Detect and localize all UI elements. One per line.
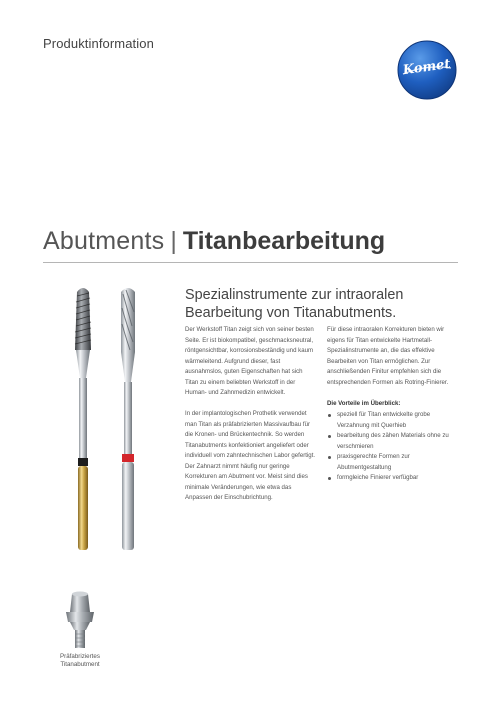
instruments-image [68,282,158,554]
title-separator: | [170,227,177,255]
carbide-bur-red [121,288,135,550]
komet-logo [397,40,457,100]
body-column-right [327,325,460,484]
title-light: Abutments [43,227,165,255]
caption-line: Titanabutment [60,661,100,668]
abutment-image [60,590,100,652]
list-item: praxisgerechte Formen zur Abutmentgestaltung [327,452,460,473]
list-item: speziell für Titan entwickelte grobe Verzahnung mit Querhieb [327,410,460,431]
list-item: formgleiche Finierer verfügbar [327,473,460,484]
carbide-bur-gold [75,288,91,550]
paragraph: Für diese intraoralen Korrekturen bieten wir eigens für Titan entwickelte Hartmetall-Spezialinstrumente an, die das effektive Bearbeiten von Titan ermöglichen. Zur anschließenden Finitur empfehlen sich die entsprechenden Formen als Rotring-Finierer. [327,326,449,386]
title-rule [43,262,458,263]
header-label: Produktinformation [43,36,154,51]
logo-text: Komet [401,56,452,79]
caption-line: Präfabriziertes [60,653,100,660]
benefits-list [327,410,460,484]
list-item: bearbeitung des zähen Materials ohne zu verschmieren [327,431,460,452]
body-column-left [185,325,317,514]
paragraph: Der Werkstoff Titan zeigt sich von seiner besten Seite. Er ist biokompatibel, geschmacksneutral, röntgensichtbar, korrosionsbeständig und kaum wärmeleitend. Aufgrund dieser, fast ausnahmslos, guten Eigenschaften hat sich Titan zu einem beliebten Werkstoff in der Human- und Zahnmedizin entwickelt. [185,326,314,396]
title-bold: Titanbearbeitung [182,227,386,255]
paragraph: In der implantologischen Prothetik verwendet man Titan als präfabrizierten Massivaufbau für die Kronen- und Brückentechnik. So werden Titanabutments konfektioniert angeliefert oder individuell vom zahntechnischen Labor gefertigt. Der Zahnarzt nimmt häufig nur geringe Korrekturen am Abutment vor. Meist sind dies minimale Veränderungen, wie etwa das Anpassen der Einschubrichtung. [185,410,316,501]
figure-caption [40,653,120,669]
benefits-title: Die Vorteile im Überblick: [327,399,401,407]
page-title [43,226,385,256]
headline: Spezialinstrumente zur intraoralen Bearbeitung von Titanabutments. [185,287,404,321]
